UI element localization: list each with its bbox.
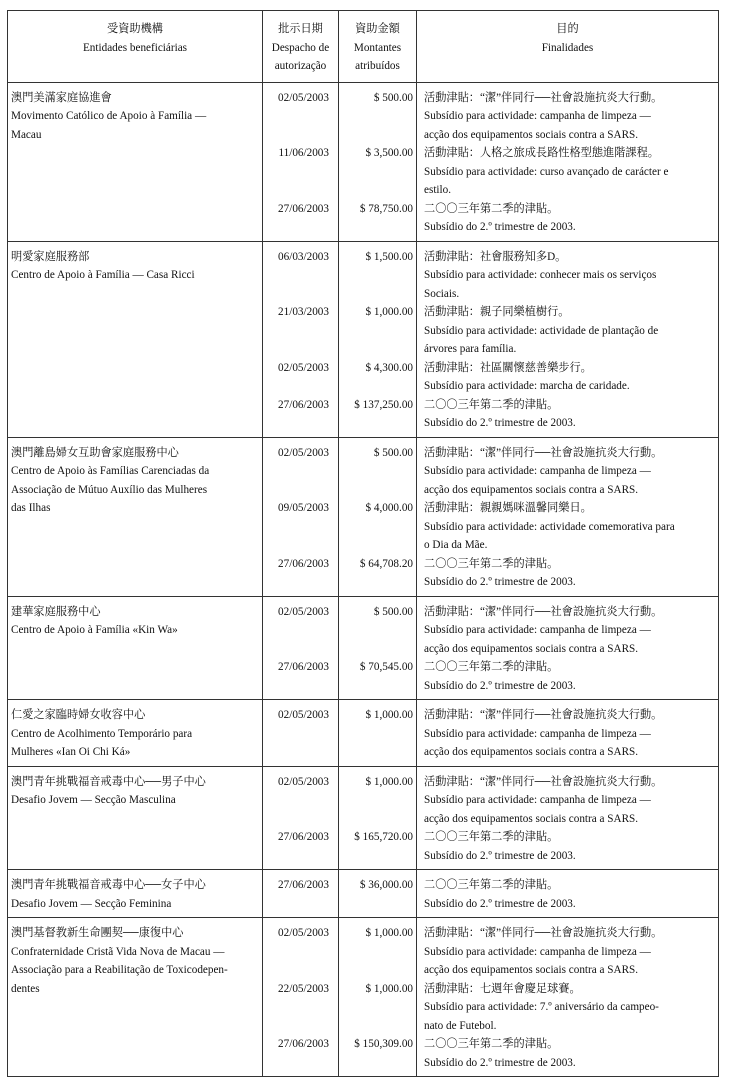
grant-amount: $ 1,000.00 [365, 709, 413, 721]
grant-purpose-line: acção dos equipamentos sociais contra a SARS. [424, 964, 639, 976]
purpose-cell [417, 918, 719, 1077]
grant-purpose-line: Subsídio para actividade: actividade comemorativa para [424, 520, 675, 533]
grant-purpose-line: 活動津貼：“潔”伴同行──社會設施抗炎大行動。 [424, 927, 663, 939]
grant-purpose-line: 活動津貼：親子同樂植樹行。 [424, 306, 570, 318]
amount-cell [339, 241, 417, 437]
table-row [8, 766, 719, 870]
entity-name-line: 建華家庭服務中心 [11, 605, 101, 618]
entity-name-line: Confraternidade Cristã Vida Nova de Macau — [11, 945, 225, 958]
grant-purpose-line: acção dos equipamentos sociais contra a SARS. [424, 812, 639, 825]
grant-purpose-line: 活動津貼：七週年會慶足球賽。 [424, 982, 581, 995]
purpose-cell [417, 596, 719, 700]
grant-purpose-line: 活動津貼：“潔”伴同行──社會設施抗炎大行動。 [424, 709, 663, 721]
table-row [8, 918, 719, 1077]
grant-amount: $ 78,750.00 [359, 202, 413, 215]
grant-date: 21/03/2003 [278, 306, 329, 318]
grant-purpose-line: acção dos equipamentos sociais contra a SARS. [424, 483, 639, 496]
grant-amount: $ 165,720.00 [354, 831, 413, 843]
header-row [8, 11, 719, 83]
table-row [8, 596, 719, 700]
grant-amount: $ 1,000.00 [365, 927, 413, 939]
grant-purpose-line: acção dos equipamentos sociais contra a SARS. [424, 746, 639, 758]
grant-purpose-line: Subsídio para actividade: marcha de caridade. [424, 380, 630, 392]
grant-purpose-line: 活動津貼：社區關懷慈善樂步行。 [424, 361, 592, 374]
grant-purpose-line: Subsídio do 2.º trimestre de 2003. [424, 417, 576, 429]
grant-date: 02/05/2003 [278, 361, 329, 374]
grant-date: 27/06/2003 [278, 661, 329, 673]
grant-purpose-line: estilo. [424, 184, 452, 196]
amount-cell [339, 870, 417, 918]
grant-purpose-line: Subsídio do 2.º trimestre de 2003. [424, 849, 576, 862]
grant-date: 02/05/2003 [278, 709, 329, 721]
date-cell [263, 870, 339, 918]
grant-purpose-line: 二〇〇三年第二季的津貼。 [424, 557, 559, 570]
grant-date: 27/06/2003 [278, 831, 329, 843]
entity-name-line: Movimento Católico de Apoio à Família — [11, 110, 207, 122]
date-cell [263, 437, 339, 596]
entity-name-line: 仁愛之家臨時婦女收容中心 [11, 709, 146, 721]
purpose-cell [417, 437, 719, 596]
grant-purpose-line: 活動津貼：人格之旅成長路性格型態進階課程。 [424, 147, 659, 159]
grant-purpose-line: Subsídio para actividade: campanha de limpeza — [424, 794, 651, 806]
grant-date: 11/06/2003 [278, 147, 329, 159]
grant-purpose-line: 二〇〇三年第二季的津貼。 [424, 879, 559, 891]
grant-purpose-line: 活動津貼：“潔”伴同行──社會設施抗炎大行動。 [424, 605, 663, 618]
header-date: 批示日期 Despacho de autorização [263, 11, 339, 83]
grant-purpose-line: Subsídio para actividade: 7.º aniversário da campeo- [424, 1001, 659, 1013]
table-row [8, 241, 719, 437]
entity-name-line: Mulheres «Ian Oi Chi Ká» [11, 746, 131, 758]
grant-purpose-line: nato de Futebol. [424, 1019, 497, 1032]
entity-cell [8, 870, 263, 918]
grant-date: 27/06/2003 [278, 1038, 329, 1050]
entity-name-line: Associação para a Reabilitação de Toxicodepen- [11, 964, 228, 976]
grant-date: 27/06/2003 [278, 202, 329, 215]
grant-date: 06/03/2003 [278, 250, 329, 263]
entity-name-line: Macau [11, 128, 42, 141]
grant-date: 02/05/2003 [278, 91, 329, 104]
entity-name-line: Centro de Acolhimento Temporário para [11, 727, 193, 740]
entity-cell [8, 700, 263, 767]
entity-name-line: das Ilhas [11, 502, 51, 514]
date-cell [263, 82, 339, 241]
entity-name-line: 明愛家庭服務部 [11, 250, 90, 263]
grant-purpose-line: Subsídio do 2.º trimestre de 2003. [424, 221, 576, 233]
entity-cell [8, 82, 263, 241]
amount-cell [339, 918, 417, 1077]
entity-cell [8, 437, 263, 596]
grant-purpose-line: Sociais. [424, 287, 460, 300]
grant-purpose-line: 活動津貼：親親媽咪溫馨同樂日。 [424, 502, 592, 514]
entity-name-line: Centro de Apoio à Família «Kin Wa» [11, 624, 178, 636]
entity-cell [8, 918, 263, 1077]
entity-name-line: Centro de Apoio à Família — Casa Ricci [11, 269, 195, 281]
date-cell [263, 241, 339, 437]
grant-amount: $ 137,250.00 [354, 398, 413, 411]
grant-date: 22/05/2003 [278, 982, 329, 995]
grant-purpose-line: 二〇〇三年第二季的津貼。 [424, 398, 559, 411]
grant-purpose-line: Subsídio para actividade: campanha de limpeza — [424, 110, 651, 122]
grant-date: 27/06/2003 [278, 557, 329, 570]
purpose-cell [417, 700, 719, 767]
grant-date: 02/05/2003 [278, 446, 329, 459]
entity-name-line: Associação de Mútuo Auxílio das Mulheres [11, 483, 208, 496]
grant-purpose-line: acção dos equipamentos sociais contra a SARS. [424, 128, 639, 141]
grant-purpose-line: Subsídio do 2.º trimestre de 2003. [424, 1056, 576, 1069]
grant-amount: $ 1,500.00 [365, 250, 413, 263]
grant-purpose-line: Subsídio para actividade: actividade de plantação de [424, 324, 659, 337]
grant-purpose-line: 二〇〇三年第二季的津貼。 [424, 202, 559, 215]
grant-purpose-line: 二〇〇三年第二季的津貼。 [424, 1038, 559, 1050]
grant-amount: $ 4,300.00 [365, 361, 413, 374]
grant-amount: $ 4,000.00 [365, 502, 413, 514]
grant-date: 09/05/2003 [278, 502, 329, 514]
entity-name-line: dentes [11, 982, 40, 995]
table-row [8, 82, 719, 241]
purpose-cell [417, 870, 719, 918]
entity-name-line: 澳門青年挑戰福音戒毒中心──女子中心 [11, 879, 206, 891]
purpose-cell [417, 241, 719, 437]
entity-name-line: 澳門基督教新生命團契──康復中心 [11, 927, 184, 939]
grant-purpose-line: árvores para família. [424, 343, 517, 355]
grant-purpose-line: 二〇〇三年第二季的津貼。 [424, 831, 559, 843]
grant-purpose-line: Subsídio para actividade: campanha de limpeza — [424, 945, 651, 958]
grant-purpose-line: Subsídio para actividade: campanha de limpeza — [424, 624, 651, 636]
grant-purpose-line: acção dos equipamentos sociais contra a SARS. [424, 642, 639, 655]
entity-name-line: Desafio Jovem — Secção Feminina [11, 897, 172, 910]
entity-name-line: 澳門離島婦女互助會家庭服務中心 [11, 446, 179, 459]
grant-purpose-line: 活動津貼：“潔”伴同行──社會設施抗炎大行動。 [424, 775, 663, 788]
grant-amount: $ 36,000.00 [359, 879, 413, 891]
grant-date: 02/05/2003 [278, 605, 329, 618]
table-row [8, 870, 719, 918]
grant-purpose-line: Subsídio para actividade: campanha de limpeza — [424, 727, 651, 740]
entity-cell [8, 241, 263, 437]
header-purpose: 目的 Finalidades [417, 11, 719, 83]
amount-cell [339, 596, 417, 700]
grant-amount: $ 1,000.00 [365, 775, 413, 788]
grant-amount: $ 70,545.00 [359, 661, 413, 673]
grant-purpose-line: 二〇〇三年第二季的津貼。 [424, 661, 559, 673]
grant-purpose-line: Subsídio do 2.º trimestre de 2003. [424, 897, 576, 910]
purpose-cell [417, 766, 719, 870]
date-cell [263, 596, 339, 700]
grant-purpose-line: Subsídio do 2.º trimestre de 2003. [424, 576, 576, 588]
entity-name-line: Desafio Jovem — Secção Masculina [11, 794, 176, 806]
grant-purpose-line: 活動津貼：“潔”伴同行──社會設施抗炎大行動。 [424, 446, 663, 459]
amount-cell [339, 766, 417, 870]
grants-table [7, 10, 719, 1077]
grant-purpose-line: Subsídio para actividade: conhecer mais os serviços [424, 269, 657, 281]
header-entities: 受資助機構 Entidades beneficiárias [8, 11, 263, 83]
grant-purpose-line: 活動津貼：社會服務知多D。 [424, 250, 567, 263]
entity-name-line: 澳門美滿家庭協進會 [11, 91, 112, 104]
grant-purpose-line: Subsídio para actividade: curso avançado de carácter e [424, 165, 669, 178]
grant-purpose-line: o Dia da Mãe. [424, 539, 488, 551]
grant-amount: $ 64,708.20 [359, 557, 413, 570]
amount-cell [339, 82, 417, 241]
date-cell [263, 766, 339, 870]
purpose-cell [417, 82, 719, 241]
grant-amount: $ 3,500.00 [365, 147, 413, 159]
grant-amount: $ 1,000.00 [365, 982, 413, 995]
grant-date: 02/05/2003 [278, 775, 329, 788]
entity-cell [8, 766, 263, 870]
grant-amount: $ 150,309.00 [354, 1038, 413, 1050]
grant-amount: $ 500.00 [373, 91, 413, 104]
entity-name-line: 澳門青年挑戰福音戒毒中心──男子中心 [11, 775, 206, 788]
grant-purpose-line: Subsídio do 2.º trimestre de 2003. [424, 679, 576, 692]
header-amount: 資助金額 Montantes atribuídos [339, 11, 417, 83]
amount-cell [339, 437, 417, 596]
grant-amount: $ 500.00 [373, 605, 413, 618]
date-cell [263, 700, 339, 767]
date-cell [263, 918, 339, 1077]
grant-date: 02/05/2003 [278, 927, 329, 939]
grant-date: 27/06/2003 [278, 398, 329, 411]
table-row [8, 700, 719, 767]
grant-date: 27/06/2003 [278, 879, 329, 891]
entity-cell [8, 596, 263, 700]
entity-name-line: Centro de Apoio às Famílias Carenciadas da [11, 465, 210, 477]
grant-purpose-line: Subsídio para actividade: campanha de limpeza — [424, 465, 651, 477]
grant-amount: $ 500.00 [373, 446, 413, 459]
grant-amount: $ 1,000.00 [365, 306, 413, 318]
amount-cell [339, 700, 417, 767]
grant-purpose-line: 活動津貼：“潔”伴同行──社會設施抗炎大行動。 [424, 91, 663, 104]
table-row [8, 437, 719, 596]
